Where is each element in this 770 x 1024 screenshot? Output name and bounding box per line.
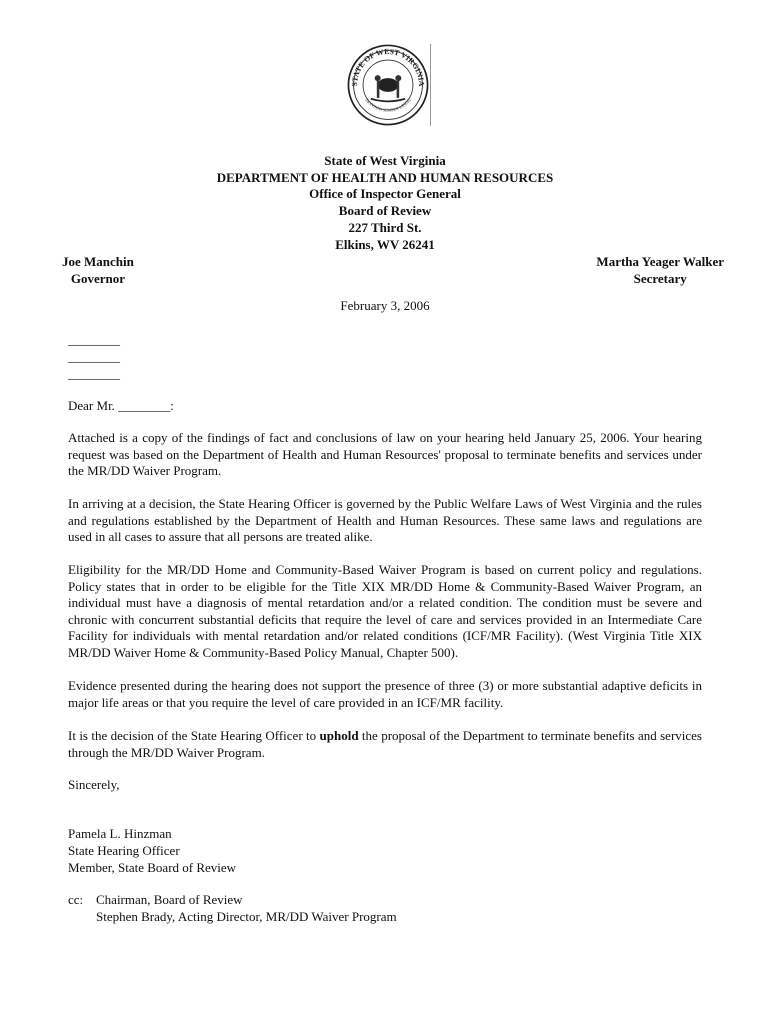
header-department: DEPARTMENT OF HEALTH AND HUMAN RESOURCES (216, 169, 554, 185)
header-city: Elkins, WV 26241 (335, 236, 435, 252)
svg-text:MONTANI SEMPER LIBERI: MONTANI SEMPER LIBERI (364, 97, 412, 113)
letterhead (0, 153, 770, 253)
cc-label: cc: (68, 892, 84, 907)
governor-block (62, 253, 134, 287)
signer-title: State Hearing Officer (68, 842, 180, 858)
header-board: Board of Review (338, 203, 432, 219)
paragraph-eligibility: Eligibility for the MR/DD Home and Community-Based Waiver Program is based on current policy and regulations. Policy states that in order to be eligible for the Title XIX MR/DD Home & Community-Based Waiver Program, an individual must have a diagnosis of mental retardation and/or a related condition. The condition must be severe and chronic with concurrent substantial deficits that require the level of care and services provided in an Intermediate Care Facility for individuals with mental retardation and/or related conditions (ICF/MR Facility). (West Virginia Title XIX MR/DD Waiver Home & Community-Based Policy Manual, Chapter 500). (68, 562, 702, 660)
letter-date: February 3, 2006 (340, 298, 430, 313)
seal-divider-line (430, 44, 431, 126)
paragraph-governing-laws: In arriving at a decision, the State Hearing Officer is governed by the Public Welfare Laws of West Virginia and the rules and regulations established by the Department of Health and Human Resources. These same laws and regulations are used in all cases to assure that all persons are treated alike. (68, 496, 702, 545)
decision-text-start: It is the decision of the State Hearing Officer to (68, 728, 320, 743)
header-street: 227 Third St. (348, 219, 422, 235)
secretary-name: Martha Yeager Walker (596, 254, 724, 269)
signer-role: Member, State Board of Review (68, 859, 237, 875)
cc-block (68, 892, 397, 926)
secretary-title: Secretary (633, 271, 687, 286)
header-state: State of West Virginia (324, 153, 446, 168)
address-line: ________ (68, 349, 120, 364)
signature-block (68, 826, 236, 876)
governor-name: Joe Manchin (62, 254, 134, 269)
signer-name: Pamela L. Hinzman (68, 826, 172, 841)
decision-text-end: the proposal of the Department to terminate benefits and services through the MR/DD Waiver Program. (68, 728, 702, 760)
recipient-address (68, 331, 120, 382)
governor-title: Governor (70, 271, 126, 286)
salutation: Dear Mr. ________: (68, 398, 174, 413)
paragraph-findings: Attached is a copy of the findings of fact and conclusions of law on your hearing held January 25, 2006. Your hearing request was based on the Department of Health and Human Resources' proposal to terminate benefits and services under the MR/DD Waiver Program. (68, 430, 702, 479)
cc-recipient: Stephen Brady, Acting Director, MR/DD Waiver Program (96, 908, 397, 924)
decision-keyword: uphold (319, 728, 359, 743)
header-office: Office of Inspector General (309, 186, 461, 202)
svg-text:STATE OF WEST VIRGINIA: STATE OF WEST VIRGINIA (350, 46, 427, 87)
secretary-block (596, 253, 724, 287)
paragraph-decision (68, 728, 702, 761)
cc-recipient: Chairman, Board of Review (96, 892, 243, 907)
closing: Sincerely, (68, 777, 120, 792)
address-line: ________ (68, 366, 120, 381)
address-line: ________ (68, 332, 120, 347)
paragraph-evidence: Evidence presented during the hearing does not support the presence of three (3) or more substantial adaptive deficits in major life areas or that you require the level of care provided in an ICF/MR facility. (68, 678, 702, 710)
state-seal-image (345, 42, 431, 128)
